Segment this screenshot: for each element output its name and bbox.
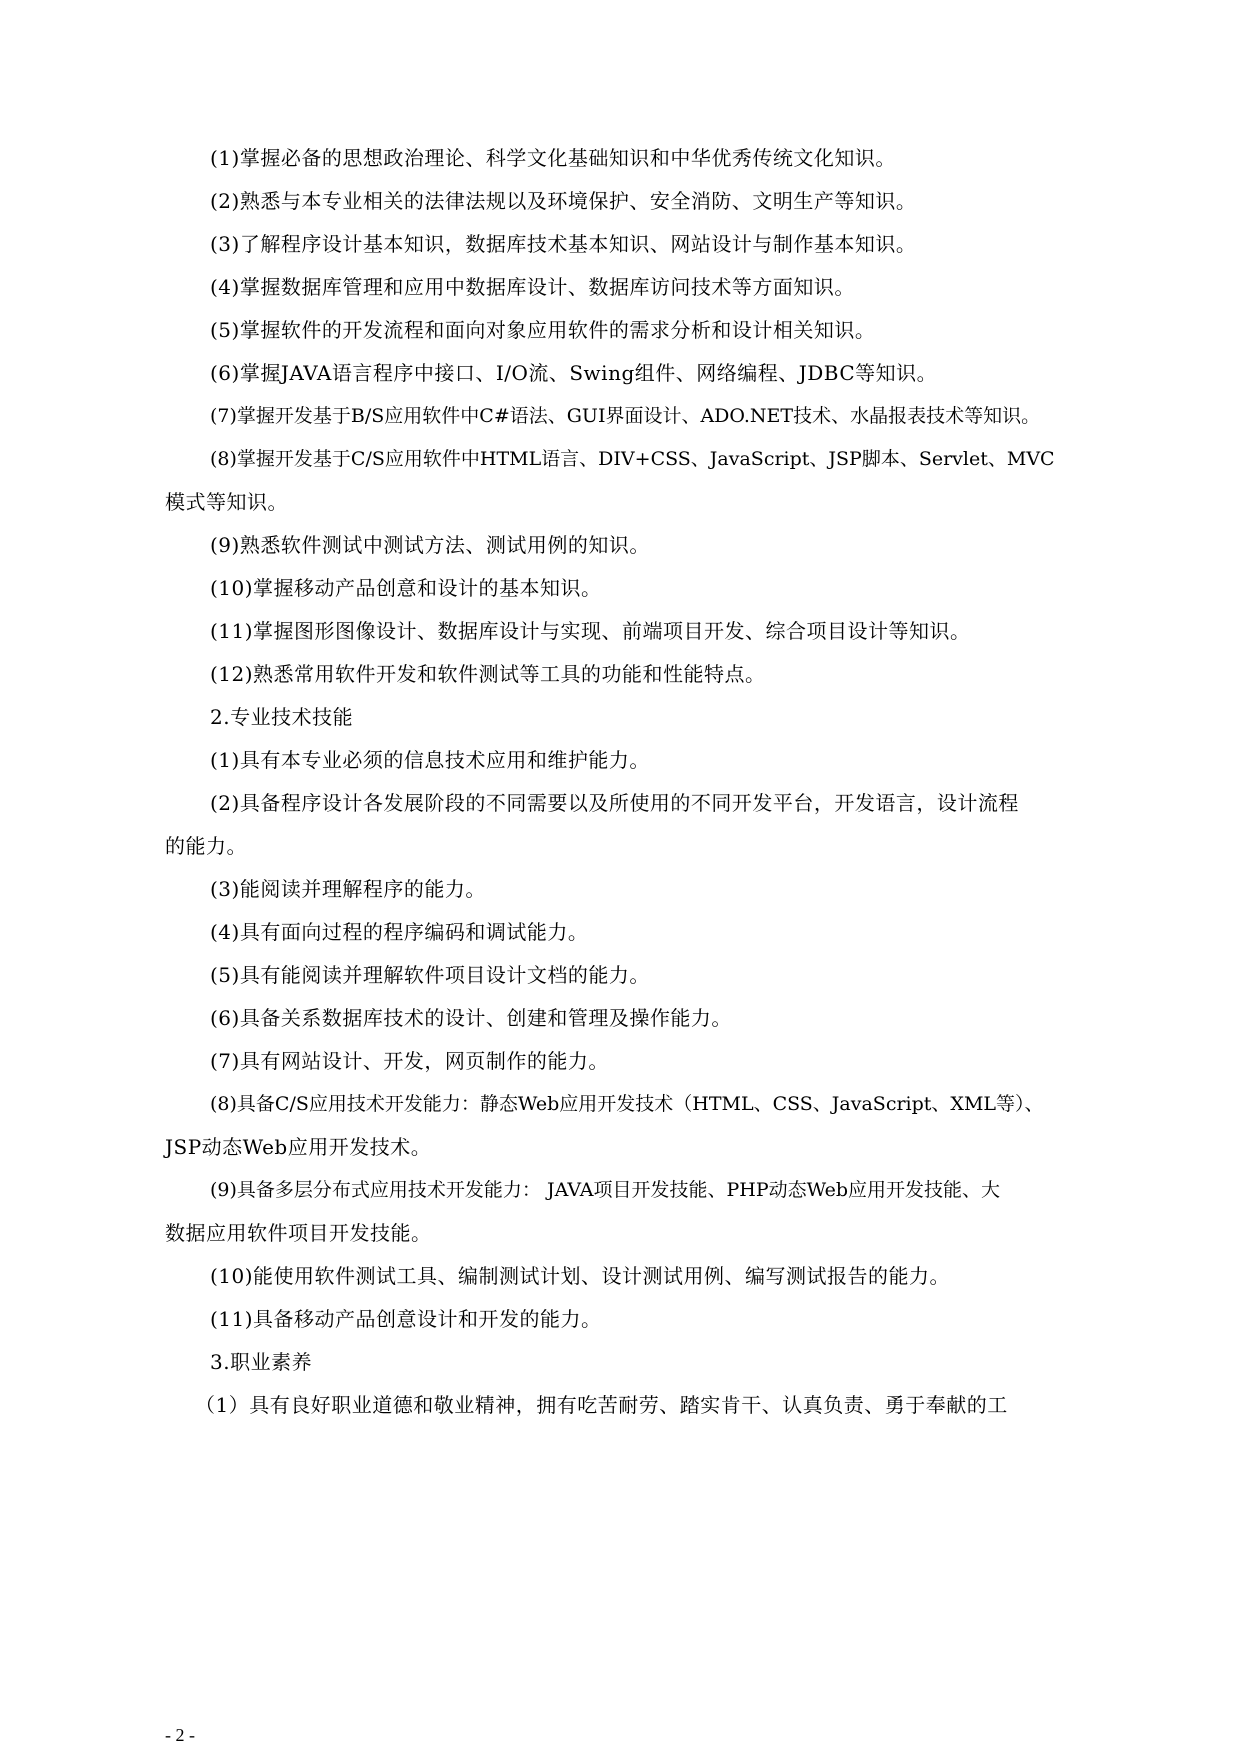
knowledge-item-7: (7)掌握开发基于B/S应用软件中C#语法、GUI界面设计、ADO.NET技术、水晶报表技术等知识。 xyxy=(210,405,1041,427)
knowledge-item-1: (1)掌握必备的思想政治理论、科学文化基础知识和中华优秀传统文化知识。 xyxy=(210,146,896,170)
skill-item-8-cont: JSP动态Web应用开发技术。 xyxy=(165,1135,432,1159)
skill-item-9: (9)具备多层分布式应用技术开发能力： JAVA项目开发技能、PHP动态Web应用开发技能、大 xyxy=(210,1179,1001,1201)
knowledge-item-8-cont: 模式等知识。 xyxy=(165,490,288,514)
page-number: - 2 - xyxy=(165,1725,195,1745)
knowledge-item-4: (4)掌握数据库管理和应用中数据库设计、数据库访问技术等方面知识。 xyxy=(210,275,855,299)
knowledge-item-10: (10)掌握移动产品创意和设计的基本知识。 xyxy=(210,576,602,600)
knowledge-item-3: (3)了解程序设计基本知识，数据库技术基本知识、网站设计与制作基本知识。 xyxy=(210,232,917,256)
skill-item-3: (3)能阅读并理解程序的能力。 xyxy=(210,877,486,901)
knowledge-item-9: (9)熟悉软件测试中测试方法、测试用例的知识。 xyxy=(210,533,650,557)
skill-item-4: (4)具有面向过程的程序编码和调试能力。 xyxy=(210,920,589,944)
skill-item-2-cont: 的能力。 xyxy=(165,834,247,858)
skill-item-2: (2)具备程序设计各发展阶段的不同需要以及所使用的不同开发平台，开发语言，设计流程 xyxy=(210,791,1019,815)
skill-item-11: (11)具备移动产品创意设计和开发的能力。 xyxy=(210,1307,602,1331)
skill-item-10: (10)能使用软件测试工具、编制测试计划、设计测试用例、编写测试报告的能力。 xyxy=(210,1264,951,1288)
quality-item-1: （1）具有良好职业道德和敬业精神，拥有吃苦耐劳、踏实肯干、认真负责、勇于奉献的工 xyxy=(195,1393,1008,1417)
skill-item-7: (7)具有网站设计、开发，网页制作的能力。 xyxy=(210,1049,609,1073)
knowledge-item-2: (2)熟悉与本专业相关的法律法规以及环境保护、安全消防、文明生产等知识。 xyxy=(210,189,917,213)
skill-item-1: (1)具有本专业必须的信息技术应用和维护能力。 xyxy=(210,748,650,772)
skill-item-9-cont: 数据应用软件项目开发技能。 xyxy=(165,1221,432,1245)
skill-item-5: (5)具有能阅读并理解软件项目设计文档的能力。 xyxy=(210,963,650,987)
skill-item-8: (8)具备C/S应用技术开发能力：静态Web应用开发技术（HTML、CSS、JavaScript、XML等）、 xyxy=(210,1093,1044,1115)
quality-heading: 3.职业素养 xyxy=(210,1350,313,1374)
knowledge-item-6: (6)掌握JAVA语言程序中接口、I/O流、Swing组件、网络编程、JDBC等知识。 xyxy=(210,361,938,385)
knowledge-item-12: (12)熟悉常用软件开发和软件测试等工具的功能和性能特点。 xyxy=(210,662,766,686)
knowledge-item-8: (8)掌握开发基于C/S应用软件中HTML语言、DIV+CSS、JavaScript、JSP脚本、Servlet、MVC xyxy=(210,448,1055,470)
knowledge-item-5: (5)掌握软件的开发流程和面向对象应用软件的需求分析和设计相关知识。 xyxy=(210,318,876,342)
skills-heading: 2.专业技术技能 xyxy=(210,705,354,729)
skill-item-6: (6)具备关系数据库技术的设计、创建和管理及操作能力。 xyxy=(210,1006,732,1030)
knowledge-item-11: (11)掌握图形图像设计、数据库设计与实现、前端项目开发、综合项目设计等知识。 xyxy=(210,619,971,643)
